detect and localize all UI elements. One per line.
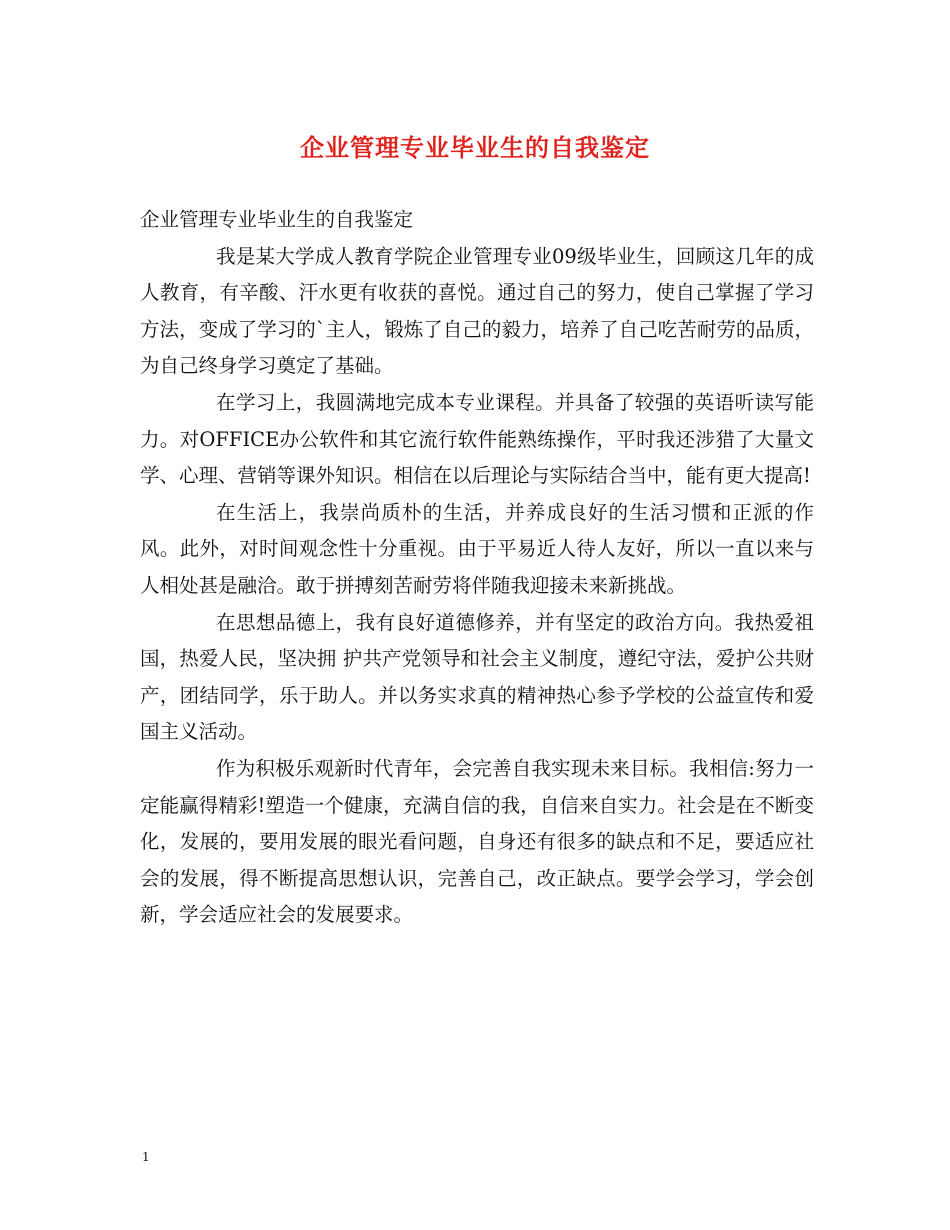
document-subtitle: 企业管理专业毕业生的自我鉴定 [140, 208, 414, 231]
paragraph-outlook: 作为积极乐观新时代青年，会完善自我实现未来目标。我相信:努力一定能赢得精彩!塑造一个健康，充满自信的我，自信来自实力。社会是在不断变化，发展的，要用发展的眼光看问题，自身还有很多的缺点和不足，要适应社会的发展，得不断提高思想认识，完善自己，改正缺点。要学会学习，学会创新，学会适应社会的发展要求。 [140, 756, 814, 927]
paragraph-study: 在学习上，我圆满地完成本专业课程。并具备了较强的英语听读写能力。对OFFICE办公软件和其它流行软件能熟练操作，平时我还涉猎了大量文学、心理、营销等课外知识。相信在以后理论与实际结合当中，能有更大提高! [140, 390, 814, 488]
paragraph-intro: 我是某大学成人教育学院企业管理专业09级毕业生，回顾这几年的成人教育，有辛酸、汗水更有收获的喜悦。通过自己的努力，使自己掌握了学习方法，变成了学习的`主人，锻炼了自己的毅力，培养了自己吃苦耐劳的品质，为自己终身学习奠定了基础。 [140, 244, 814, 378]
paragraph-morality: 在思想品德上，我有良好道德修养，并有坚定的政治方向。我热爱祖国，热爱人民，坚决拥 护共产党领导和社会主义制度，遵纪守法，爱护公共财产，团结同学，乐于助人。并以务实求真的精神热心参予学校的公益宣传和爱国主义活动。 [140, 610, 814, 744]
page-number: 1 [142, 1150, 150, 1164]
document-body [140, 202, 814, 934]
paragraph-life: 在生活上，我崇尚质朴的生活，并养成良好的生活习惯和正派的作风。此外，对时间观念性十分重视。由于平易近人待人友好，所以一直以来与人相处甚是融洽。敢于拼搏刻苦耐劳将伴随我迎接未来新挑战。 [140, 500, 814, 597]
document-title: 企业管理专业毕业生的自我鉴定 [300, 133, 650, 162]
